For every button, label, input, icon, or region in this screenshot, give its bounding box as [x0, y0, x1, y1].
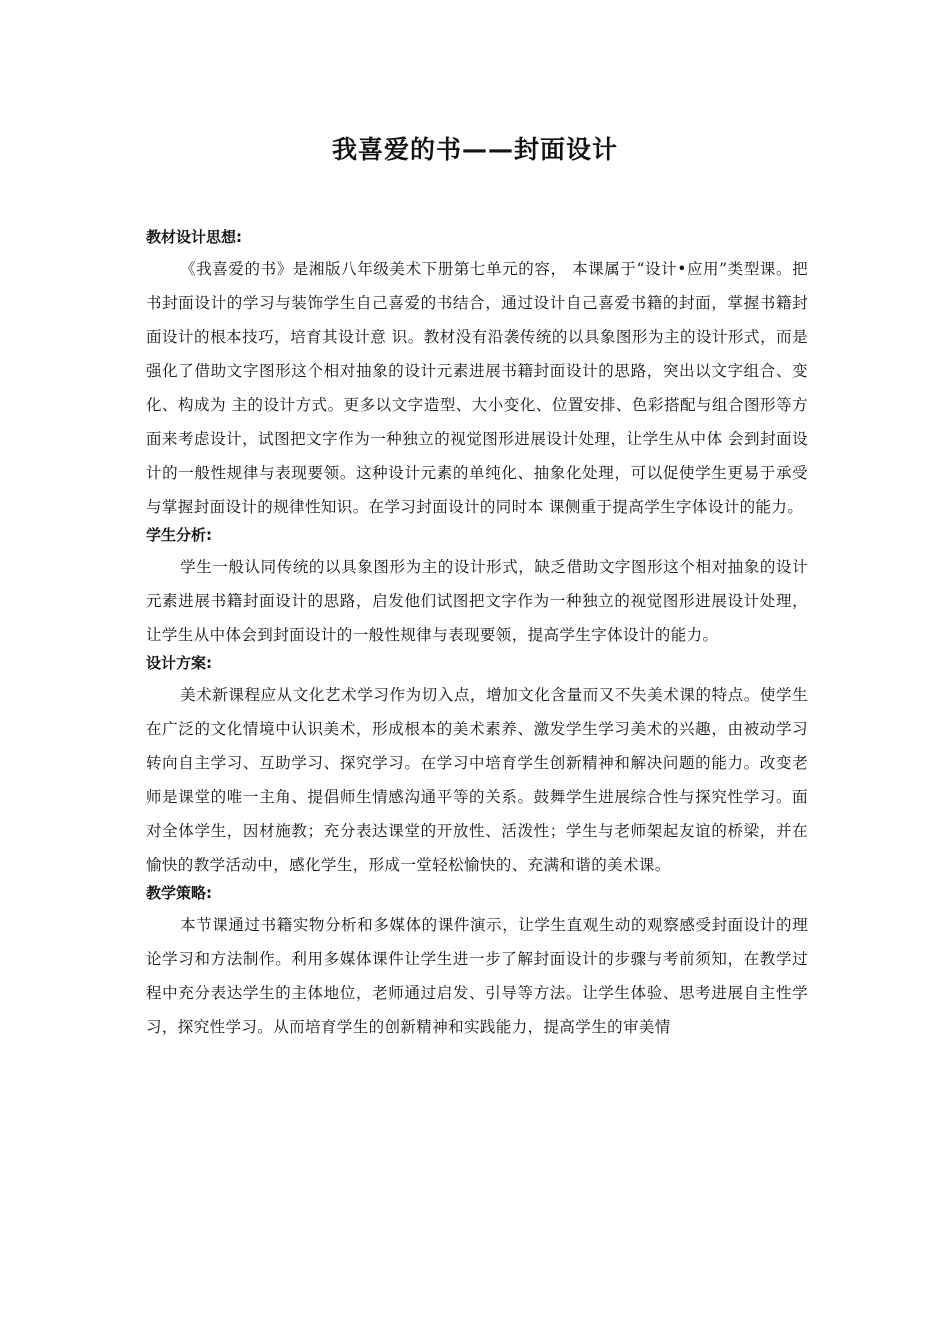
- section-heading: 教材设计思想:: [146, 228, 242, 246]
- section-student-analysis: [146, 524, 808, 652]
- section-heading: 教学策略:: [146, 884, 212, 902]
- section-paragraph: 《我喜爱的书》是湘版八年级美术下册第七单元的容， 本课属于“设计•应用”类型课。把书封面设计的学习与装饰学生自己喜爱的书结合，通过设计自己喜爱书籍的封面，掌握书籍封面设计的根本技巧，培育其设计意 识。教材没有沿袭传统的以具象图形为主的设计形式，而是强化了借助文字图形这个相对抽象的设计元素进展书籍封面设计的思路，突出以文字组合、变化、构成为 主的设计方式。更多以文字造型、大小变化、位置安排、色彩搭配与组合图形等方面来考虑设计，试图把文字作为一种独立的视觉图形进展设计处理，让学生从中体 会到封面设计的一般性规律与表现要领。这种设计元素的单纯化、抽象化处理，可以促使学生更易于承受与掌握封面设计的规律性知识。在学习封面设计的同时本 课侧重于提高学生字体设计的能力。: [146, 260, 808, 516]
- section-teaching-strategy: [146, 882, 808, 1044]
- document-body: [146, 226, 808, 1044]
- section-teaching-design: [146, 226, 808, 524]
- section-paragraph: 美术新课程应从文化艺术学习作为切入点，增加文化含量而又不失美术课的特点。使学生在广泛的文化情境中认识美术，形成根本的美术素养、激发学生学习美术的兴趣，由被动学习转向自主学习、互助学习、探究学习。在学习中培育学生创新精神和解决问题的能力。改变老师是课堂的唯一主角、提倡师生情感沟通平等的关系。鼓舞学生进展综合性与探究性学习。面对全体学生，因材施教；充分表达课堂的开放性、活泼性；学生与老师架起友谊的桥梁，并在愉快的教学活动中，感化学生，形成一堂轻松愉快的、充满和谐的美术课。: [146, 686, 808, 874]
- section-paragraph: 学生一般认同传统的以具象图形为主的设计形式，缺乏借助文字图形这个相对抽象的设计元素进展书籍封面设计的思路，启发他们试图把文字作为一种独立的视觉图形进展设计处理，让学生从中体会到封面设计的一般性规律与表现要领，提高学生字体设计的能力。: [146, 558, 808, 644]
- section-paragraph: 本节课通过书籍实物分析和多媒体的课件演示，让学生直观生动的观察感受封面设计的理论学习和方法制作。利用多媒体课件让学生进一步了解封面设计的步骤与考前须知，在教学过程中充分表达学生的主体地位，老师通过启发、引导等方法。让学生体验、思考进展自主性学习，探究性学习。从而培育学生的创新精神和实践能力，提高学生的审美情: [146, 916, 808, 1036]
- section-heading: 设计方案:: [146, 654, 212, 672]
- section-design-plan: [146, 652, 808, 882]
- document-title: 我喜爱的书——封面设计: [331, 135, 618, 164]
- section-heading: 学生分析:: [146, 526, 212, 544]
